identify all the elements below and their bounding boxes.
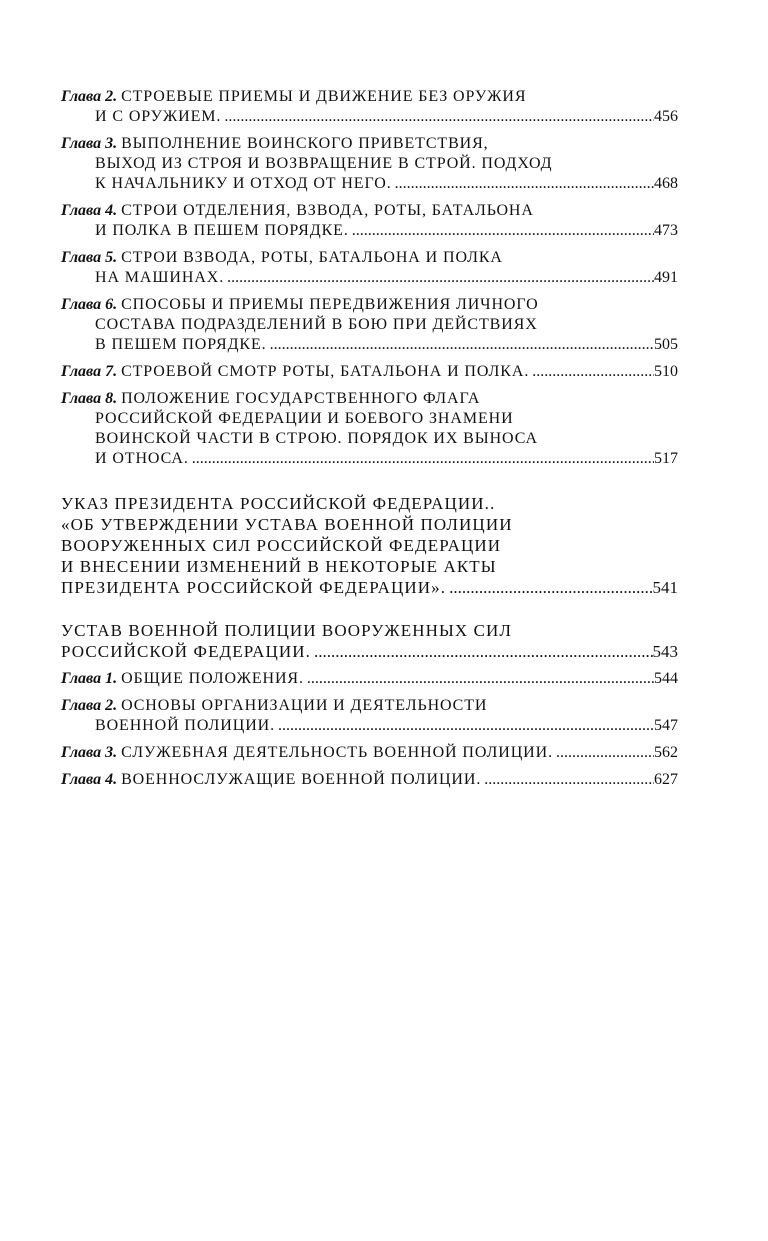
- chapter-label: Глава 2.: [61, 697, 118, 714]
- dot-leader: [278, 716, 654, 736]
- chapter-label: Глава 7.: [61, 363, 118, 380]
- entry-title-line: В ПЕШЕМ ПОРЯДКЕ.: [95, 336, 267, 353]
- toc-entry: [61, 770, 678, 790]
- section-title-line: И ВНЕСЕНИИ ИЗМЕНЕНИЙ В НЕКОТОРЫЕ АКТЫ: [61, 557, 497, 576]
- chapter-label: Глава 6.: [61, 296, 118, 313]
- section-title-line: «ОБ УТВЕРЖДЕНИИ УСТАВА ВОЕННОЙ ПОЛИЦИИ: [61, 515, 513, 534]
- chapter-label: Глава 3.: [61, 744, 118, 761]
- entry-title-line: ВОЕННОСЛУЖАЩИЕ ВОЕННОЙ ПОЛИЦИИ.: [121, 771, 482, 788]
- page-number: 491: [654, 269, 678, 286]
- entry-title-line: СТРОЕВЫЕ ПРИЕМЫ И ДВИЖЕНИЕ БЕЗ ОРУЖИЯ: [121, 88, 527, 105]
- dot-leader: [556, 743, 654, 763]
- dot-leader: [352, 221, 654, 241]
- page-number: 517: [654, 450, 678, 467]
- section-title-line: ВООРУЖЕННЫХ СИЛ РОССИЙСКОЙ ФЕДЕРАЦИИ: [61, 536, 502, 555]
- page-number: 505: [654, 336, 678, 353]
- entry-title-line: СТРОИ ВЗВОДА, РОТЫ, БАТАЛЬОНА И ПОЛКА: [121, 249, 503, 266]
- toc-entry: [61, 696, 678, 736]
- decree-section: [61, 493, 678, 598]
- page-number: 473: [654, 222, 678, 239]
- section-title-line: РОССИЙСКОЙ ФЕДЕРАЦИИ.: [61, 642, 311, 661]
- chapter-label: Глава 8.: [61, 390, 118, 407]
- entry-title-line: И ОТНОСА.: [95, 450, 189, 467]
- toc-entry: [61, 743, 678, 763]
- dot-leader: [484, 770, 654, 790]
- dot-leader: [314, 641, 653, 662]
- dot-leader: [449, 577, 652, 598]
- entry-title-line: ВЫПОЛНЕНИЕ ВОИНСКОГО ПРИВЕТСТВИЯ,: [121, 135, 489, 152]
- entry-title-line: СТРОИ ОТДЕЛЕНИЯ, ВЗВОДА, РОТЫ, БАТАЛЬОНА: [121, 202, 534, 219]
- entry-title-line: ВОЕННОЙ ПОЛИЦИИ.: [95, 717, 276, 734]
- entry-title-line: СЛУЖЕБНАЯ ДЕЯТЕЛЬНОСТЬ ВОЕННОЙ ПОЛИЦИИ.: [121, 744, 553, 761]
- entry-title-line: ВЫХОД ИЗ СТРОЯ И ВОЗВРАЩЕНИЕ В СТРОЙ. ПОДХОД: [95, 155, 553, 172]
- entry-title-line: СТРОЕВОЙ СМОТР РОТЫ, БАТАЛЬОНА И ПОЛКА.: [121, 363, 530, 380]
- dot-leader: [192, 449, 654, 469]
- entry-title-line: СОСТАВА ПОДРАЗДЕЛЕНИЙ В БОЮ ПРИ ДЕЙСТВИЯХ: [95, 316, 538, 333]
- chapter-label: Глава 3.: [61, 135, 118, 152]
- entry-title-line: ОСНОВЫ ОРГАНИЗАЦИИ И ДЕЯТЕЛЬНОСТИ: [121, 697, 488, 714]
- chapter-label: Глава 1.: [61, 670, 118, 687]
- table-of-contents: [61, 87, 678, 797]
- chapter-label: Глава 4.: [61, 771, 118, 788]
- chapter-label: Глава 2.: [61, 88, 118, 105]
- page-number: 547: [654, 717, 678, 734]
- entry-title-line: И ПОЛКА В ПЕШЕМ ПОРЯДКЕ.: [95, 222, 349, 239]
- toc-entry: [61, 87, 678, 127]
- toc-entry: [61, 248, 678, 288]
- toc-entry: [61, 201, 678, 241]
- toc-entry: [61, 669, 678, 689]
- page-number: 541: [652, 578, 678, 597]
- entry-title-line: НА МАШИНАХ.: [95, 269, 225, 286]
- entry-title-line: РОССИЙСКОЙ ФЕДЕРАЦИИ И БОЕВОГО ЗНАМЕНИ: [95, 410, 514, 427]
- entry-title-line: ПОЛОЖЕНИЕ ГОСУДАРСТВЕННОГО ФЛАГА: [121, 390, 481, 407]
- entry-title-line: СПОСОБЫ И ПРИЕМЫ ПЕРЕДВИЖЕНИЯ ЛИЧНОГО: [121, 296, 539, 313]
- entry-title-line: И С ОРУЖИЕМ.: [95, 108, 222, 125]
- entry-title-line: ВОИНСКОЙ ЧАСТИ В СТРОЮ. ПОРЯДОК ИХ ВЫНОСА: [95, 430, 538, 447]
- page-number: 510: [654, 363, 678, 380]
- page-number: 543: [652, 642, 678, 661]
- chapter-label: Глава 5.: [61, 249, 118, 266]
- section-title-line: УСТАВ ВОЕННОЙ ПОЛИЦИИ ВООРУЖЕННЫХ СИЛ: [61, 621, 513, 640]
- section-title-line: УКАЗ ПРЕЗИДЕНТА РОССИЙСКОЙ ФЕДЕРАЦИИ..: [61, 494, 496, 513]
- entry-title-line: К НАЧАЛЬНИКУ И ОТХОД ОТ НЕГО.: [95, 175, 392, 192]
- toc-entry: [61, 389, 678, 469]
- dot-leader: [532, 362, 654, 382]
- page-number: 544: [654, 670, 678, 687]
- toc-entry: [61, 134, 678, 194]
- dot-leader: [395, 174, 654, 194]
- page-number: 468: [654, 175, 678, 192]
- dot-leader: [224, 107, 654, 127]
- charter-section: [61, 620, 678, 662]
- toc-entry: [61, 362, 678, 382]
- entry-title-line: ОБЩИЕ ПОЛОЖЕНИЯ.: [121, 670, 304, 687]
- page-number: 627: [654, 771, 678, 788]
- toc-entry: [61, 295, 678, 355]
- section-title-line: ПРЕЗИДЕНТА РОССИЙСКОЙ ФЕДЕРАЦИИ».: [61, 578, 447, 597]
- chapter-label: Глава 4.: [61, 202, 118, 219]
- dot-leader: [270, 335, 654, 355]
- dot-leader: [227, 268, 654, 288]
- dot-leader: [307, 669, 654, 689]
- page-number: 562: [654, 744, 678, 761]
- page-number: 456: [654, 108, 678, 125]
